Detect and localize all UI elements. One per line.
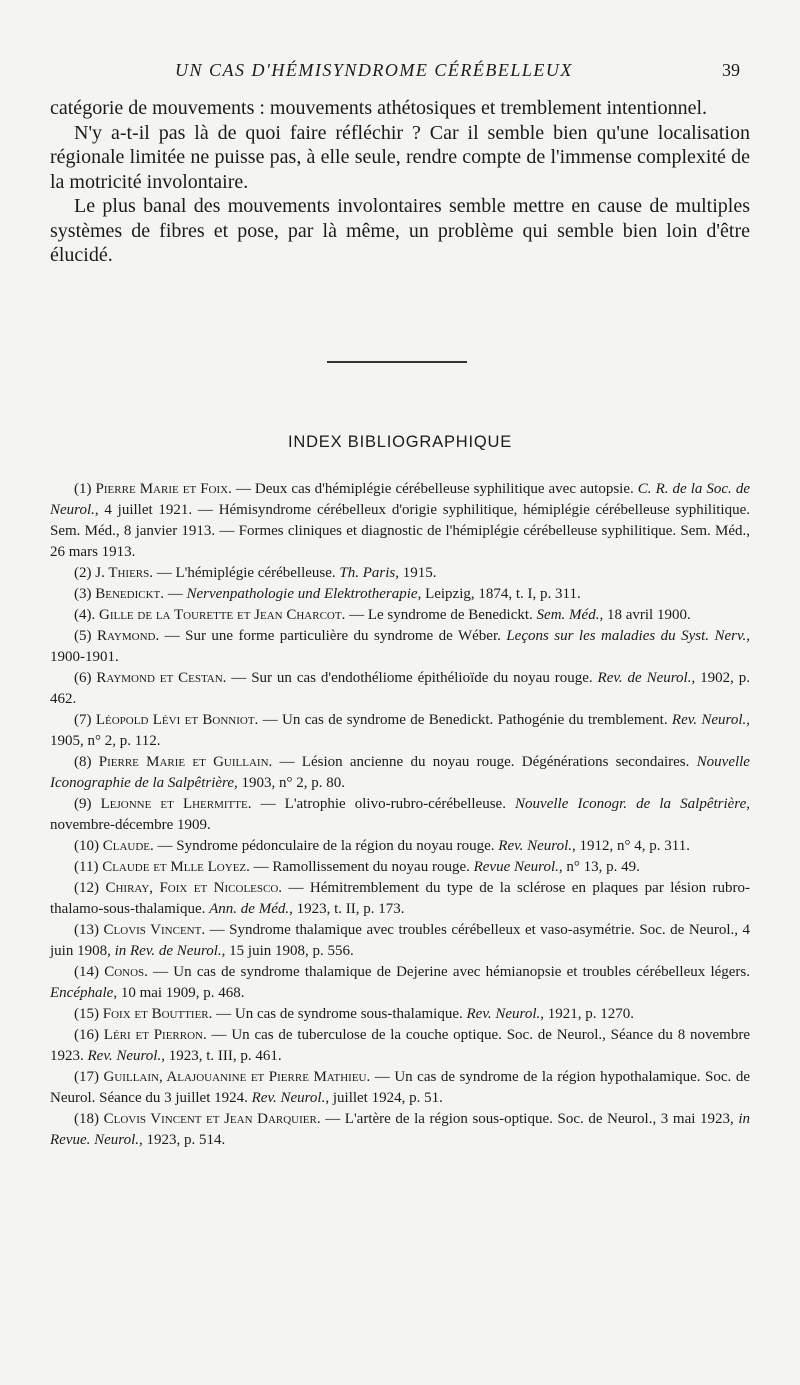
reference-source: Sem. Méd. bbox=[536, 607, 600, 623]
reference-text: — Sur une forme particulière du syndrome de Wéber. bbox=[159, 628, 507, 644]
reference-details: , 10 mai 1909, p. 468. bbox=[113, 985, 245, 1001]
reference-source: Revue Neurol. bbox=[473, 859, 559, 875]
reference-details: , 1915. bbox=[395, 565, 437, 581]
reference-number: (10) bbox=[74, 838, 99, 854]
reference-authors: Benedickt. bbox=[95, 586, 164, 602]
reference-item bbox=[50, 1067, 750, 1109]
reference-text: — Ramollissement du noyau rouge. bbox=[249, 859, 474, 875]
reference-details: , 1912, n° 4, p. 311. bbox=[572, 838, 690, 854]
reference-number: (18) bbox=[74, 1111, 99, 1127]
reference-details: , 18 avril 1900. bbox=[599, 607, 691, 623]
reference-number: (4). bbox=[74, 607, 96, 623]
reference-authors: J. Thiers. bbox=[95, 565, 154, 581]
reference-number: (5) bbox=[74, 628, 92, 644]
reference-text: — Lésion ancienne du noyau rouge. Dégénérations secondaires. bbox=[272, 754, 697, 770]
reference-text: — Syndrome thalamique avec troubles cérébelleux et vaso-asymétrie. Soc. de Neurol., 4 juin 1908, bbox=[50, 922, 751, 959]
reference-number: (2) bbox=[74, 565, 92, 581]
reference-number: (8) bbox=[74, 754, 92, 770]
reference-text: — Syndrome pédonculaire de la région du noyau rouge. bbox=[153, 838, 499, 854]
reference-source: Ann. de Méd. bbox=[209, 901, 290, 917]
reference-source: Rev. de Neurol. bbox=[597, 670, 692, 686]
body-paragraph: catégorie de mouvements : mouvements athétosiques et tremblement intentionnel. bbox=[50, 97, 708, 119]
reference-text: — Un cas de syndrome sous-thalamique. bbox=[212, 1006, 467, 1022]
reference-item bbox=[50, 962, 750, 1004]
reference-text: — bbox=[164, 586, 187, 602]
reference-source: Nouvelle Iconogr. de la Salpêtrière bbox=[515, 796, 747, 812]
reference-source: Nouvelle Iconographie de la Salpêtrière bbox=[50, 754, 750, 791]
reference-item bbox=[50, 563, 750, 584]
reference-list bbox=[50, 479, 750, 1151]
reference-details: , 1905, n° 2, p. 112. bbox=[50, 712, 750, 749]
reference-item bbox=[50, 479, 750, 563]
reference-source: Rev. Neurol. bbox=[671, 712, 747, 728]
reference-item bbox=[50, 626, 750, 668]
reference-item bbox=[50, 857, 750, 878]
reference-source: Rev. Neurol. bbox=[251, 1090, 326, 1106]
reference-number: (6) bbox=[74, 670, 92, 686]
reference-authors: Clovis Vincent et Jean Darquier. bbox=[103, 1111, 321, 1127]
reference-source: Th. Paris bbox=[339, 565, 396, 581]
section-divider bbox=[327, 361, 467, 363]
reference-source: Encéphale bbox=[50, 985, 114, 1001]
reference-source: Rev. Neurol. bbox=[498, 838, 573, 854]
reference-item bbox=[50, 920, 750, 962]
reference-authors: Gille de la Tourette et Jean Charcot. bbox=[99, 607, 346, 623]
reference-item bbox=[50, 605, 750, 626]
reference-details: , 1921, p. 1270. bbox=[540, 1006, 634, 1022]
reference-text: — L'artère de la région sous-optique. Soc. de Neurol., 3 mai 1923, bbox=[320, 1111, 739, 1127]
reference-details: , 15 juin 1908, p. 556. bbox=[221, 943, 354, 959]
reference-authors: Raymond. bbox=[96, 628, 160, 644]
reference-authors: Léri et Pierron. bbox=[103, 1027, 207, 1043]
reference-number: (12) bbox=[74, 880, 99, 896]
reference-source: Rev. Neurol. bbox=[466, 1006, 541, 1022]
reference-text: — L'hémiplégie cérébelleuse. bbox=[153, 565, 340, 581]
reference-details: , 4 juillet 1921. — Hémisyndrome cérébelleux d'origie syphilitique, hémiplégie cérébelleuse syphilitique. Sem. Méd., 8 janvier 1913. — Formes cliniques et diagnostic de l'hémiplégie cérébelleuse syphilitique. Sem. Méd., 26 mars 1913. bbox=[50, 502, 750, 560]
reference-item bbox=[50, 794, 750, 836]
reference-details: , 1903, n° 2, p. 80. bbox=[233, 775, 345, 791]
reference-details: , juillet 1924, p. 51. bbox=[325, 1090, 443, 1106]
reference-authors: Guillain, Alajouanine et Pierre Mathieu. bbox=[103, 1069, 371, 1085]
reference-text: — Sur un cas d'endothéliome épithélioïde du noyau rouge. bbox=[226, 670, 598, 686]
reference-authors: Raymond et Cestan. bbox=[96, 670, 227, 686]
reference-item bbox=[50, 584, 750, 605]
reference-details: , novembre-décembre 1909. bbox=[50, 796, 750, 833]
reference-source: Rev. Neurol. bbox=[87, 1048, 162, 1064]
reference-item bbox=[50, 836, 750, 857]
reference-item bbox=[50, 710, 750, 752]
reference-authors: Lejonne et Lhermitte. bbox=[100, 796, 252, 812]
reference-authors: Clovis Vincent. bbox=[103, 922, 206, 938]
reference-number: (14) bbox=[74, 964, 99, 980]
reference-source: in Revue. Neurol. bbox=[50, 1111, 751, 1148]
index-title: INDEX BIBLIOGRAPHIQUE bbox=[287, 433, 513, 451]
reference-number: (13) bbox=[74, 922, 99, 938]
body-paragraph: Le plus banal des mouvements involontaires semble mettre en cause de multiples systèmes de fibres et pose, par là même, un problème qui semble bien loin d'être élucidé. bbox=[50, 195, 750, 266]
reference-authors: Pierre Marie et Guillain. bbox=[98, 754, 273, 770]
reference-source: Nervenpathologie und Elektrotherapie bbox=[186, 586, 418, 602]
reference-details: , n° 13, p. 49. bbox=[558, 859, 640, 875]
reference-authors: Claude et Mlle Loyez. bbox=[102, 859, 250, 875]
reference-text: — Hémitremblement du type de la sclérose en plaques par lésion rubro-thalamo-sous-thalamique. bbox=[50, 880, 751, 917]
reference-number: (1) bbox=[74, 481, 92, 497]
reference-number: (3) bbox=[74, 586, 92, 602]
reference-text: — Un cas de syndrome thalamique de Dejerine avec hémianopsie et troubles cérébelleux légers. bbox=[147, 964, 751, 980]
reference-item bbox=[50, 878, 750, 920]
reference-text: — Un cas de tuberculose de la couche optique. Soc. de Neurol., Séance du 8 novembre 1923. bbox=[50, 1027, 750, 1064]
reference-authors: Foix et Bouttier. bbox=[102, 1006, 213, 1022]
reference-text: — Deux cas d'hémiplégie cérébelleuse syphilitique avec autopsie. bbox=[231, 481, 638, 497]
reference-authors: Léopold Lévi et Bonniot. bbox=[95, 712, 259, 728]
reference-details: , 1923, t. III, p. 461. bbox=[161, 1048, 282, 1064]
reference-source: in Rev. de Neurol. bbox=[114, 943, 222, 959]
reference-details: , 1902, p. 462. bbox=[50, 670, 750, 707]
reference-number: (16) bbox=[74, 1027, 99, 1043]
reference-source: C. R. de la Soc. de Neurol. bbox=[50, 481, 751, 518]
reference-authors: Conos. bbox=[104, 964, 148, 980]
reference-details: , 1923, t. II, p. 173. bbox=[289, 901, 405, 917]
reference-text: — Le syndrome de Benedickt. bbox=[345, 607, 537, 623]
reference-authors: Pierre Marie et Foix. bbox=[95, 481, 232, 497]
reference-item bbox=[50, 1025, 750, 1067]
reference-details: , Leipzig, 1874, t. I, p. 311. bbox=[417, 586, 581, 602]
page-number: 39 bbox=[722, 60, 740, 80]
reference-text: — Un cas de syndrome de la région hypothalamique. Soc. de Neurol. Séance du 3 juillet 1924. bbox=[50, 1069, 750, 1106]
reference-number: (9) bbox=[74, 796, 92, 812]
reference-number: (15) bbox=[74, 1006, 99, 1022]
reference-text: — Un cas de syndrome de Benedickt. Pathogénie du tremblement. bbox=[258, 712, 672, 728]
body-text bbox=[50, 96, 750, 268]
reference-number: (7) bbox=[74, 712, 92, 728]
running-title: UN CAS D'HÉMISYNDROME CÉRÉBELLEUX bbox=[175, 60, 573, 80]
reference-item bbox=[50, 1109, 750, 1151]
reference-details: , 1900-1901. bbox=[50, 628, 751, 665]
reference-number: (11) bbox=[74, 859, 99, 875]
reference-authors: Claude. bbox=[102, 838, 154, 854]
body-paragraph: N'y a-t-il pas là de quoi faire réfléchir ? Car il semble bien qu'une localisation régionale limitée ne puisse pas, à elle seule, rendre compte de l'immense complexité de la motricité involontaire. bbox=[50, 121, 750, 193]
reference-item bbox=[50, 1004, 750, 1025]
reference-text: — L'atrophie olivo-rubro-cérébelleuse. bbox=[251, 796, 516, 812]
reference-number: (17) bbox=[74, 1069, 99, 1085]
reference-item bbox=[50, 752, 750, 794]
reference-item bbox=[50, 668, 750, 710]
reference-details: , 1923, p. 514. bbox=[139, 1132, 226, 1148]
reference-source: Leçons sur les maladies du Syst. Nerv. bbox=[506, 628, 747, 644]
reference-authors: Chiray, Foix et Nicolesco. bbox=[105, 880, 283, 896]
